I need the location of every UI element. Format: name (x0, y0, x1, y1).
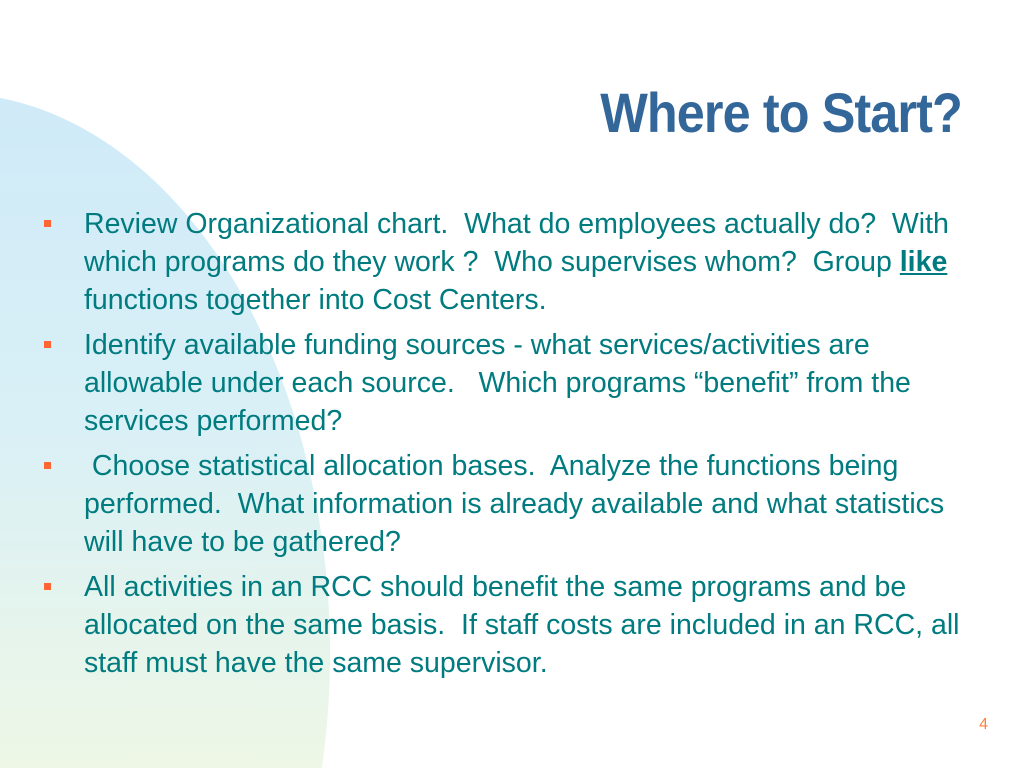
square-bullet-icon (44, 462, 51, 469)
bullet-item-3 (42, 447, 987, 561)
bullet-item-4 (42, 568, 987, 682)
bullet-text: Identify available funding sources - what services/activities are allowable under each source. Which programs “benefit” from the services performed? (84, 329, 919, 437)
bullet-list (42, 205, 987, 689)
bullet-item-1 (42, 205, 987, 319)
bullet-text-part: Review Organizational chart. What do employees actually do? With which programs do they work ? Who supervises whom? Group (84, 208, 957, 278)
slide-title: Where to Start? (600, 81, 962, 144)
bullet-text: All activities in an RCC should benefit the same programs and be allocated on the same basis. If staff costs are included in an RCC, all staff must have the same supervisor. (84, 571, 968, 679)
page-number: 4 (979, 716, 988, 733)
square-bullet-icon (44, 341, 51, 348)
emphasized-word: like (899, 246, 948, 278)
square-bullet-icon (44, 220, 51, 227)
bullet-item-2 (42, 326, 987, 440)
bullet-text-part: functions together into Cost Centers. (84, 246, 956, 316)
square-bullet-icon (44, 583, 51, 590)
bullet-text: Choose statistical allocation bases. Analyze the functions being performed. What information is already available and what statistics will have to be gathered? (84, 450, 953, 558)
